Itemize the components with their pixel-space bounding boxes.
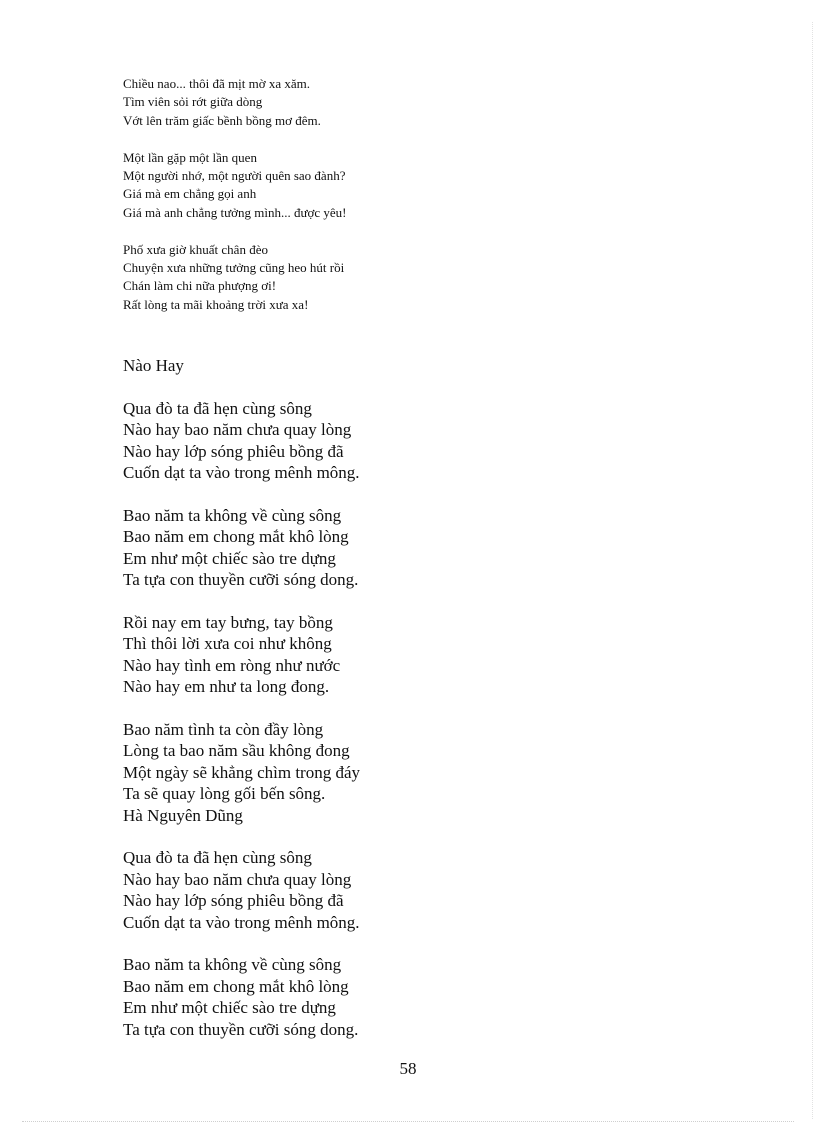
page-edge-divider	[22, 1121, 794, 1122]
poem-author: Hà Nguyên Dũng	[123, 805, 243, 825]
poem-line: Một lần gặp một lần quen	[123, 149, 257, 165]
poem-line: Nào hay bao năm chưa quay lòng	[123, 869, 352, 889]
stanza	[123, 719, 360, 826]
poem-line: Nào hay lớp sóng phiêu bồng đã	[123, 441, 344, 461]
stanza	[123, 954, 360, 1040]
poem-line: Bao năm em chong mắt khô lòng	[123, 976, 349, 996]
poem-line: Thì thôi lời xưa coi như không	[123, 634, 332, 654]
poem-line: Bao năm tình ta còn đầy lòng	[123, 720, 324, 740]
poem-line: Rất lòng ta mãi khoảng trời xưa xa!	[123, 296, 309, 312]
poem-line: Chiều nao... thôi đã mịt mờ xa xăm.	[123, 76, 311, 91]
page-number: 58	[399, 1059, 417, 1078]
poem-line: Một người nhớ, một người quên sao đành?	[123, 168, 346, 184]
poem-line: Lòng ta bao năm sầu không đong	[123, 741, 350, 761]
poem-line: Rồi nay em tay bưng, tay bồng	[123, 613, 333, 633]
poem-line: Chán làm chi nữa phượng ơi!	[123, 278, 277, 294]
poem-line: Nào hay bao năm chưa quay lòng	[123, 420, 352, 440]
stanza	[123, 149, 347, 223]
poem-body	[123, 398, 360, 1040]
poem-line: Vớt lên trăm giấc bềnh bồng mơ đêm.	[123, 112, 321, 128]
stanza	[123, 398, 360, 484]
poem-line: Tìm viên sỏi rớt giữa dòng	[123, 94, 263, 110]
previous-poem	[123, 75, 347, 314]
poem-line: Bao năm ta không về cùng sông	[123, 955, 342, 975]
stanza	[123, 505, 360, 591]
poem-line: Cuốn dạt ta vào trong mênh mông.	[123, 463, 360, 483]
stanza	[123, 847, 360, 933]
stanza	[123, 241, 347, 315]
poem-line: Qua đò ta đã hẹn cùng sông	[123, 399, 312, 418]
poem-line: Bao năm ta không về cùng sông	[123, 506, 342, 526]
stanza	[123, 75, 347, 130]
poem-line: Nào hay lớp sóng phiêu bồng đã	[123, 891, 344, 911]
poem-line: Giá mà anh chẳng tưởng mình... được yêu!	[123, 204, 347, 220]
poem-line: Giá mà em chẳng gọi anh	[123, 186, 257, 202]
poem-line: Phố xưa giờ khuất chân đèo	[123, 241, 268, 257]
poem-line: Qua đò ta đã hẹn cùng sông	[123, 848, 312, 868]
poem-line: Chuyện xưa những tưởng cũng heo hút rồi	[123, 260, 345, 276]
stanza	[123, 612, 360, 698]
poem-line: Ta tựa con thuyền cưỡi sóng dong.	[123, 1019, 359, 1039]
poem-line: Cuốn dạt ta vào trong mênh mông.	[123, 912, 360, 932]
poem-line: Nào hay tình em ròng như nước	[123, 655, 341, 675]
poem-line: Bao năm em chong mắt khô lòng	[123, 527, 349, 547]
poem-line: Một ngày sẽ khẳng chìm trong đáy	[123, 762, 361, 782]
poem-line: Ta sẽ quay lòng gối bến sông.	[123, 784, 326, 804]
poem-line: Em như một chiếc sào tre dựng	[123, 998, 336, 1018]
page-edge-divider	[812, 22, 813, 1119]
poem-title: Nào Hay	[123, 356, 184, 375]
poem-line: Em như một chiếc sào tre dựng	[123, 548, 336, 568]
poem-line: Nào hay em như ta long đong.	[123, 677, 330, 697]
poem-line: Ta tựa con thuyền cưỡi sóng dong.	[123, 570, 359, 590]
